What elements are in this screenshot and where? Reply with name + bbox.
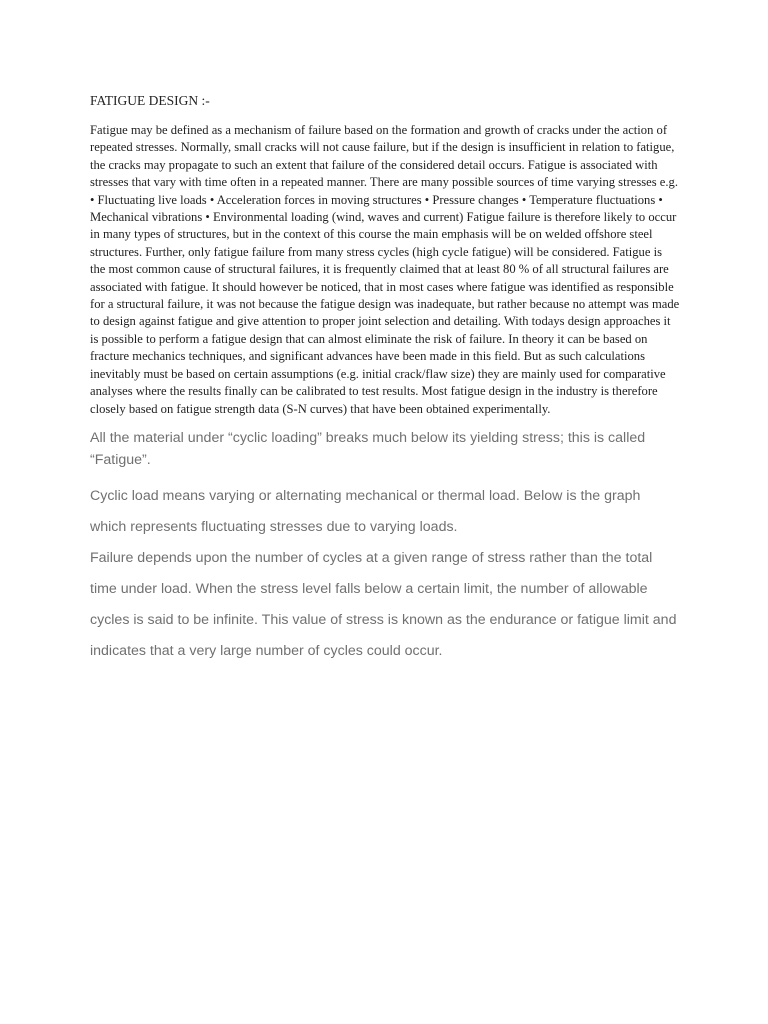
- cyclic-load-paragraph: Cyclic load means varying or alternating mechanical or thermal load. Below is the graph which represents fluctuating stresses due to varying loads.: [90, 487, 641, 535]
- fatigue-definition-paragraph: Fatigue may be defined as a mechanism of failure based on the formation and growth of cracks under the action of repeated stresses. Normally, small cracks will not cause failure, but if the design is insufficient in relation to fatigue, the cracks may propagate to such an extent that failure of the considered detail occurs. Fatigue is associated with stresses that vary with time often in a repeated manner. There are many possible sources of time varying stresses e.g. • Fluctuating live loads • Acceleration forces in moving structures • Pressure changes • Temperature fluctuations • Mechanical vibrations • Environmental loading (wind, waves and current) Fatigue failure is therefore likely to occur in many types of structures, but in the context of this course the main emphasis will be on welded offshore steel structures. Further, only fatigue failure from many stress cycles (high cycle fatigue) will be considered. Fatigue is the most common cause of structural failures, it is frequently claimed that at least 80 % of all structural failures are associated with fatigue. It should however be noticed, that in most cases where fatigue was identified as responsible for a structural failure, it was not because the fatigue design was inadequate, but rather because no attempt was made to design against fatigue and give attention to proper joint selection and detailing. With todays design approaches it is possible to perform a fatigue design that can almost eliminate the risk of failure. In theory it can be based on fracture mechanics techniques, and significant advances have been made in this field. But as such calculations inevitably must be based on certain assumptions (e.g. initial crack/flaw size) they are mainly used for comparative analyses where the results finally can be calibrated to test results. Most fatigue design in the industry is therefore closely based on fatigue strength data (S-N curves) that have been obtained experimentally.: [90, 123, 680, 416]
- failure-paragraph: Failure depends upon the number of cycles at a given range of stress rather than the total time under load. When the stress level falls below a certain limit, the number of allowable cycles is said to be infinite. This value of stress is known as the endurance or fatigue limit and indicates that a very large number of cycles could occur.: [90, 549, 677, 659]
- document-heading: FATIGUE DESIGN :-: [90, 93, 210, 108]
- cyclic-loading-paragraph: All the material under “cyclic loading” breaks much below its yielding stress; this is called “Fatigue”.: [90, 429, 646, 468]
- document-content: [90, 92, 680, 667]
